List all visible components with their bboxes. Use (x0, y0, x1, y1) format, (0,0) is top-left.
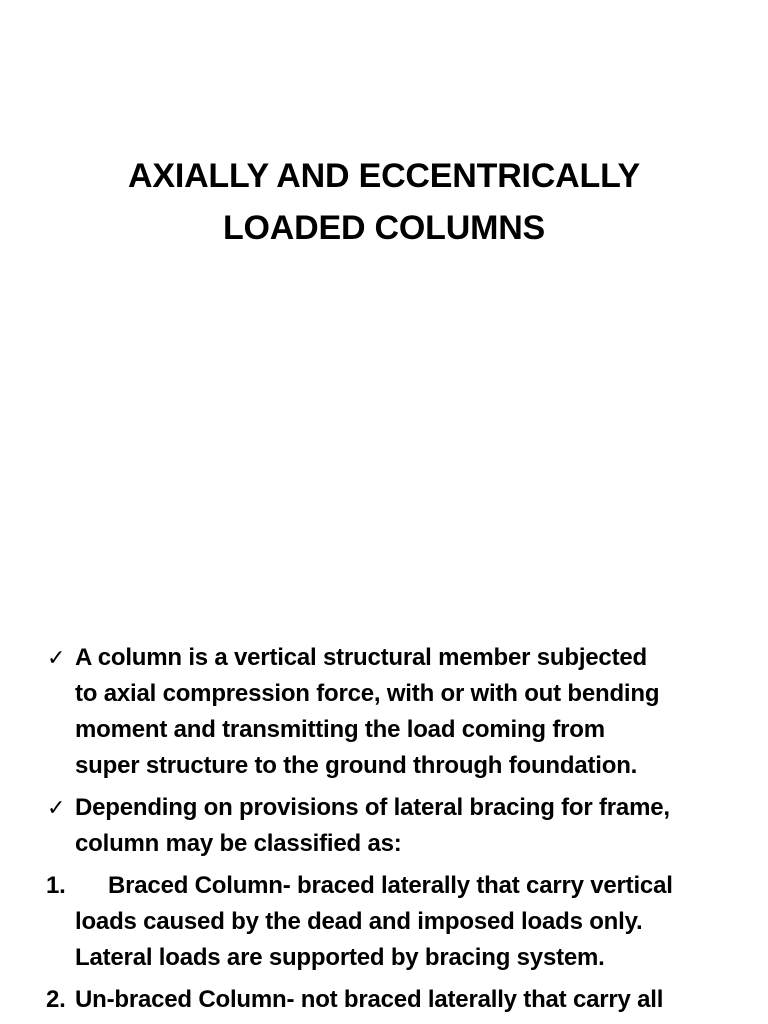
bullet-text-line: moment and transmitting the load coming from (75, 716, 605, 743)
title-line-2: LOADED COLUMNS (222, 209, 546, 247)
bullet-text-line: column may be classified as: (75, 830, 402, 857)
bullet-item-classification (0, 790, 768, 862)
bullet-text-line: super structure to the ground through foundation. (75, 752, 638, 779)
list-number: 2. (46, 986, 66, 1013)
bullet-text-line: Un-braced Column- not braced laterally that carry all (75, 986, 664, 1013)
bullet-text-line: A column is a vertical structural member subjected (75, 644, 647, 671)
bullet-item-column-definition (0, 640, 768, 784)
list-number: 1. (46, 872, 66, 899)
checkmark-icon: ✓ (47, 795, 66, 820)
bullet-text-line: Depending on provisions of lateral bracing for frame, (75, 794, 670, 821)
checkmark-icon: ✓ (47, 645, 66, 670)
numbered-item-unbraced-column (0, 982, 768, 1018)
bullet-text-line: Lateral loads are supported by bracing system. (75, 944, 605, 971)
bullet-text-line: loads caused by the dead and imposed loads only. (75, 908, 643, 935)
slide-title (60, 150, 708, 254)
bullet-text-line: Braced Column- braced laterally that carry vertical (108, 872, 673, 899)
numbered-item-braced-column (0, 868, 768, 976)
title-line-1: AXIALLY AND ECCENTRICALLY (128, 157, 640, 195)
bullet-list (0, 640, 768, 1024)
bullet-text-line: to axial compression force, with or with out bending (75, 680, 660, 707)
